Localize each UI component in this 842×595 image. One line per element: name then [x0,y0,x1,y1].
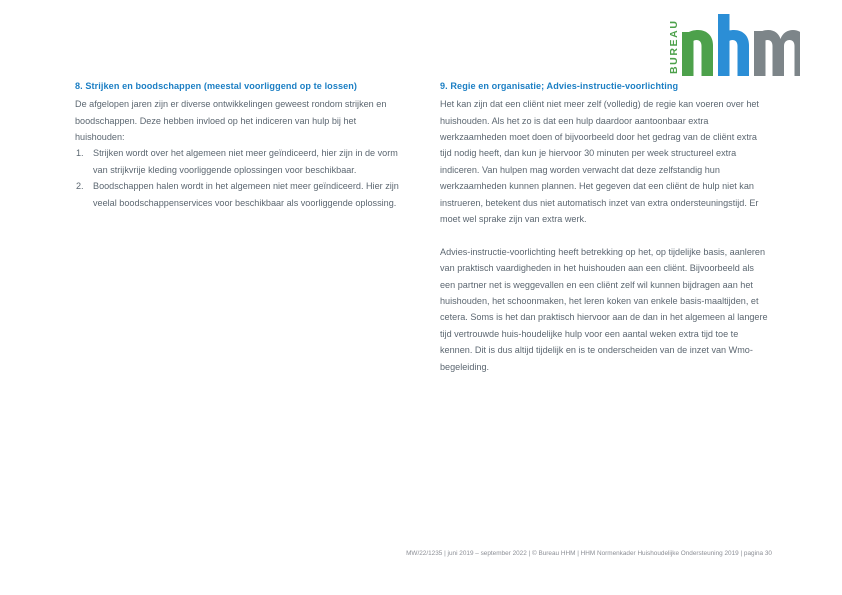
left-intro-paragraph: De afgelopen jaren zijn er diverse ontwikkelingen geweest rondom strijken en boodschappen. Deze hebben invloed op het indiceren van hulp bij het huishouden: [75,99,387,143]
right-section-heading: 9. Regie en organisatie; Advies-instructie-voorlichting [440,81,679,91]
list-item-marker: 2. [76,181,84,192]
left-numbered-list [75,145,405,211]
right-paragraph-2: Advies-instructie-voorlichting heeft betrekking op het, op tijdelijke basis, aanleren van praktisch vaardigheden in het huishouden aan een cliënt. Bijvoorbeeld als een partner net is weggevallen en een cliënt zelf wil kunnen bijdragen aan het huishouden, het schoonmaken, het leren koken van enkele basis-maaltijden, et cetera. Soms is het dan praktisch hiervoor aan de dan in het algemeen al langere tijd vertrouwde huis-houdelijke hulp voor een aantal weken extra tijd toe te kennen. Dit is dus altijd tijdelijk en is te onderscheiden van de inzet van Wmo-begeleiding. [440,246,768,372]
left-column [75,79,405,211]
list-item-text: Boodschappen halen wordt in het algemeen niet meer geïndiceerd. Hier zijn veelal boodschappenservices voor beschikbaar als voorliggende oplossing. [93,181,399,208]
list-item-text: Strijken wordt over het algemeen niet meer geïndiceerd, hier zijn in de vorm van strijkvrije kleding voorliggende oplossingen voor beschikbaar. [93,148,398,175]
logo-letter-h-green [682,30,713,76]
bureau-hhm-logo [666,14,800,76]
logo-letter-h-blue [718,14,749,76]
list-item [75,145,405,178]
logo-letter-m-gray [754,30,800,76]
list-item [75,178,405,211]
logo-bureau-text: BUREAU [668,19,680,74]
list-item-marker: 1. [76,148,84,159]
left-section-heading: 8. Strijken en boodschappen (meestal voorliggend op te lossen) [75,81,358,91]
page-footer: MW/22/1235 | juni 2019 – september 2022 | © Bureau HHM | HHM Normenkader Huishoudelijke Ondersteuning 2019 | pagina 30 [406,550,772,557]
right-column [440,79,770,375]
right-paragraph-1: Het kan zijn dat een cliënt niet meer zelf (volledig) de regie kan voeren over het huishouden. Als het zo is dat een hulp daardoor aantoonbaar extra werkzaamheden moet doen of bijvoorbeeld door het gedrag van de cliënt extra tijd nodig heeft, dan kun je hiervoor 30 minuten per week structureel extra indiceren. Van hulpen mag worden verwacht dat deze zelfstandig hun werkzaamheden kunnen plannen. Het gegeven dat een cliënt de hulp niet kan instrueren, betekent dus niet automatisch inzet van extra ondersteuningstijd. Er moet wel sprake zijn van extra werk. [440,99,759,225]
